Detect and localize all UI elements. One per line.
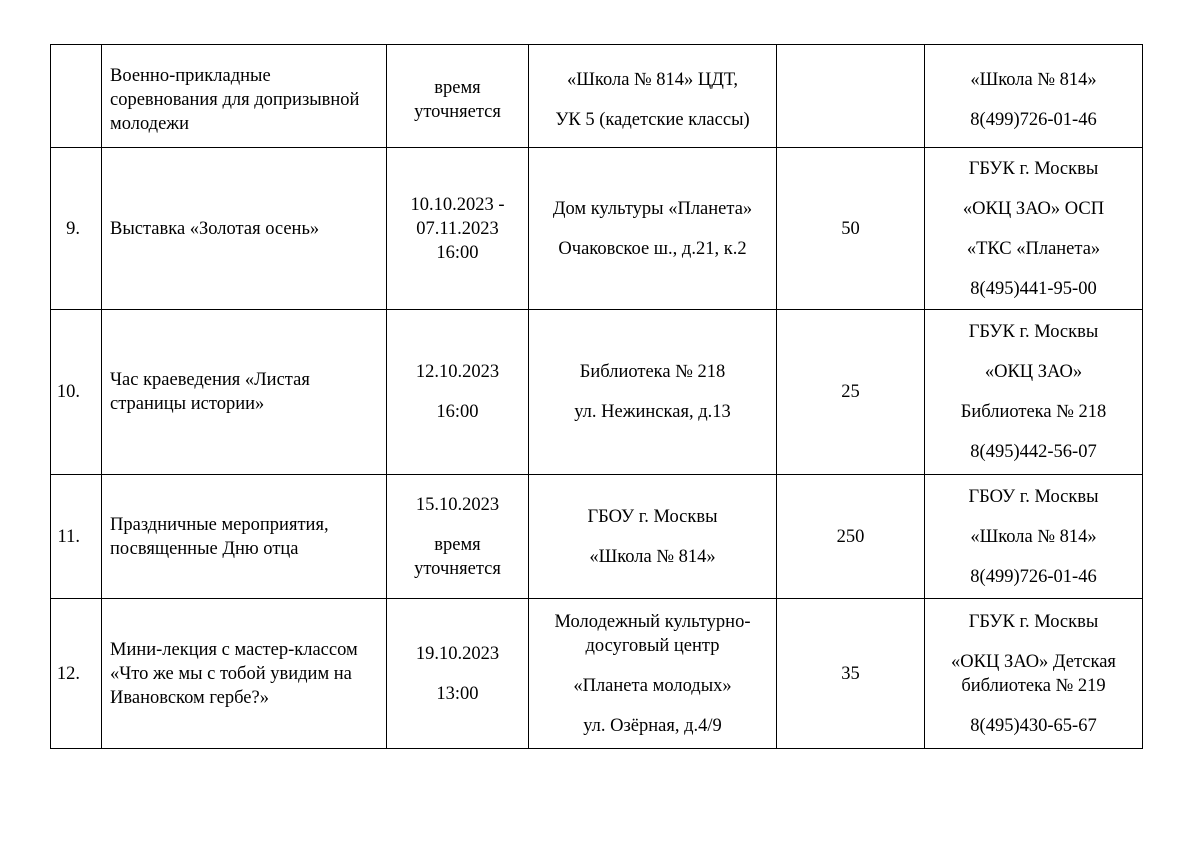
event-name-cell (102, 45, 387, 148)
organizer-line: «ОКЦ ЗАО» ОСП (962, 198, 1105, 219)
table-row (51, 310, 1143, 475)
event-place-line: Библиотека № 218 (579, 362, 726, 382)
event-date-cell (387, 475, 529, 599)
organizer-line: 8(499)726-01-46 (970, 109, 1097, 130)
organizer-line: Библиотека № 218 (960, 402, 1107, 422)
organizer-line: 8(495)442-56-07 (970, 442, 1097, 462)
event-place-line: Очаковское ш., д.21, к.2 (558, 238, 747, 259)
organizer-line: ГБУК г. Москвы (968, 611, 1099, 632)
event-name-cell (102, 599, 387, 749)
row-number-cell: 9. (51, 148, 102, 310)
event-date-line: уточняется (414, 558, 501, 579)
organizer-line: ГБУК г. Москвы (968, 322, 1099, 342)
event-name-line: Час краеведения «Листая (110, 370, 310, 390)
event-date-cell (387, 45, 529, 148)
event-place-line: «Планета молодых» (573, 675, 732, 696)
event-name-line: молодежи (110, 113, 189, 134)
event-name-line: Ивановском гербе?» (110, 687, 269, 708)
event-name-line: страницы истории» (110, 394, 265, 414)
participants-count-cell: 50 (777, 148, 925, 310)
organizer-cell (925, 148, 1143, 310)
event-date-cell (387, 599, 529, 749)
event-place-line: ул. Нежинская, д.13 (574, 402, 731, 422)
event-date-line: 16:00 (436, 242, 479, 263)
event-place-line: «Школа № 814» ЦДТ, (567, 69, 738, 90)
event-place-line: досуговый центр (585, 635, 720, 656)
table-row (51, 599, 1143, 749)
event-date-line: 15.10.2023 (415, 494, 500, 515)
event-place-line: «Школа № 814» (589, 546, 716, 567)
event-date-line: 12.10.2023 (415, 362, 500, 382)
organizer-line: «ОКЦ ЗАО» Детская (951, 651, 1116, 672)
event-place-cell (529, 310, 777, 475)
organizer-cell (925, 599, 1143, 749)
organizer-line: 8(495)441-95-00 (970, 278, 1097, 299)
event-place-cell (529, 599, 777, 749)
organizer-cell (925, 45, 1143, 148)
event-name-line: посвященные Дню отца (110, 538, 299, 559)
event-date-line: 19.10.2023 (415, 643, 500, 664)
organizer-line: 8(499)726-01-46 (970, 566, 1097, 587)
table-row (51, 45, 1143, 148)
event-name-line: Военно-прикладные (110, 65, 271, 86)
event-date-line: 10.10.2023 - (410, 194, 505, 215)
participants-count-cell: 25 (777, 310, 925, 475)
row-number-cell: 10. (51, 310, 102, 475)
event-place-cell (529, 45, 777, 148)
event-date-line: время (434, 534, 481, 555)
event-place-line: УК 5 (кадетские классы) (555, 109, 750, 130)
table-row (51, 148, 1143, 310)
event-place-cell (529, 148, 777, 310)
row-number-cell (51, 45, 102, 148)
event-name-cell (102, 475, 387, 599)
organizer-cell (925, 475, 1143, 599)
organizer-line: «Школа № 814» (970, 69, 1097, 90)
row-number-cell: 12. (51, 599, 102, 749)
event-name-cell (102, 148, 387, 310)
event-place-cell (529, 475, 777, 599)
event-name-cell (102, 310, 387, 475)
organizer-line: 8(495)430-65-67 (970, 715, 1097, 736)
event-name-line: «Что же мы с тобой увидим на (110, 663, 352, 684)
organizer-cell (925, 310, 1143, 475)
organizer-line: ГБУК г. Москвы (968, 158, 1099, 179)
events-table (50, 44, 1143, 749)
organizer-line: «ОКЦ ЗАО» (984, 362, 1083, 382)
event-date-line: 13:00 (436, 683, 479, 704)
event-name-line: Выставка «Золотая осень» (110, 218, 320, 239)
participants-count-cell: 35 (777, 599, 925, 749)
organizer-line: библиотека № 219 (961, 675, 1106, 696)
table-row (51, 475, 1143, 599)
event-place-line: ул. Озёрная, д.4/9 (583, 715, 722, 736)
event-date-cell (387, 310, 529, 475)
event-place-line: Дом культуры «Планета» (552, 198, 753, 219)
event-date-line: 16:00 (436, 402, 479, 422)
row-number-cell: 11. (51, 475, 102, 599)
event-place-line: ГБОУ г. Москвы (587, 506, 718, 527)
participants-count-cell (777, 45, 925, 148)
event-date-line: время (434, 77, 481, 98)
participants-count-cell: 250 (777, 475, 925, 599)
organizer-line: «ТКС «Планета» (966, 238, 1101, 259)
organizer-line: ГБОУ г. Москвы (968, 486, 1099, 507)
event-date-line: уточняется (414, 101, 501, 122)
event-date-cell (387, 148, 529, 310)
event-date-line: 07.11.2023 (416, 218, 499, 239)
organizer-line: «Школа № 814» (970, 526, 1097, 547)
event-name-line: соревнования для допризывной (110, 89, 360, 110)
event-place-line: Молодежный культурно- (554, 611, 751, 632)
event-name-line: Мини-лекция с мастер-классом (110, 639, 358, 660)
event-name-line: Праздничные мероприятия, (110, 514, 329, 535)
